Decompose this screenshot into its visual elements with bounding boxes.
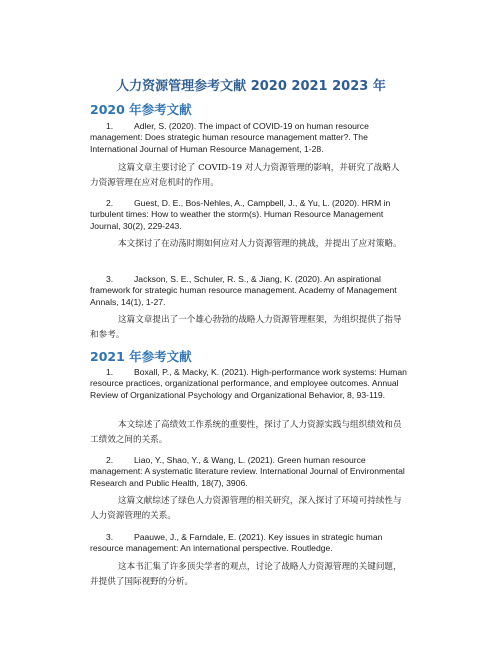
reference-citation-line1: Guest, D. E., Bos-Nehles, A., Campbell, J., & Yu, L. (2020). HRM in [134, 198, 391, 208]
reference-citation-line1: Adler, S. (2020). The impact of COVID-19 on human resource [134, 121, 369, 131]
section-heading-2021: 2021 年参考文献 [90, 349, 192, 364]
reference-citation-rest: management: Does strategic human resource management matter?. The International Journal of Human Resource Management, 1-28. [90, 132, 368, 154]
reference-citation-rest: Human resource practices, organizational performance, and employee outcomes. Annual Review of Organizational Psychology and Organizational Behavior, 8, 93-119. [90, 367, 407, 400]
reference-number: 1. [106, 367, 114, 377]
reference-citation-rest: framework for strategic human resource management. Academy of Management Annals, 14(1), 1-27. [90, 285, 397, 307]
reference-citation-line1: Paauwe, J., & Farndale, E. (2021). Key issues in strategic human [134, 532, 383, 542]
reference-entry [90, 455, 410, 489]
reference-entry [90, 532, 410, 555]
reference-citation-rest: turbulent times: How to weather the storm(s). Human Resource Management Journal, 30(2), 229-243. [90, 209, 384, 231]
reference-entry [90, 367, 410, 401]
reference-summary: 这篇文章提出了一个雄心勃勃的战略人力资源管理框架，为组织提供了指导和参考。 [90, 315, 402, 340]
reference-summary: 这篇文章主要讨论了 COVID-19 对人力资源管理的影响，并研究了战略人力资源管理在应对危机时的作用。 [90, 163, 400, 188]
reference-number: 2. [106, 455, 114, 465]
reference-summary: 本文探讨了在动荡时期如何应对人力资源管理的挑战，并提出了应对策略。 [118, 239, 402, 249]
reference-number: 1. [106, 121, 114, 131]
reference-number: 3. [106, 532, 114, 542]
reference-citation-rest: resource management: An international perspective. Routledge. [90, 543, 333, 554]
reference-citation-line1: Jackson, S. E., Schuler, R. S., & Jiang, K. (2020). An aspirational [134, 274, 381, 284]
reference-citation-line1: Liao, Y., Shao, Y., & Wang, L. (2021). Green human resource [134, 455, 366, 465]
reference-number: 3. [106, 274, 114, 284]
reference-summary: 本文综述了高绩效工作系统的重要性，探讨了人力资源实践与组织绩效和员工绩效之间的关系。 [90, 420, 402, 445]
reference-citation-line1: Boxall, P., & Macky, K. (2021). High-performance work systems: [134, 367, 377, 377]
reference-entry [90, 198, 410, 232]
reference-number: 2. [106, 198, 114, 208]
reference-summary: 这本书汇集了许多顶尖学者的观点，讨论了战略人力资源管理的关键问题，并提供了国际视野的分析。 [90, 562, 402, 587]
reference-entry [90, 274, 410, 308]
section-heading-2020: 2020 年参考文献 [90, 102, 192, 117]
document-title: 人力资源管理参考文献 2020 2021 2023 年 [116, 79, 386, 94]
reference-summary: 这篇文献综述了绿色人力资源管理的相关研究，深入探讨了环境可持续性与人力资源管理的关系。 [90, 496, 402, 521]
reference-citation-rest: management: A systematic literature review. International Journal of Environmental Research and Public Health, 18(7), 3906. [90, 466, 405, 488]
reference-entry [90, 121, 410, 155]
